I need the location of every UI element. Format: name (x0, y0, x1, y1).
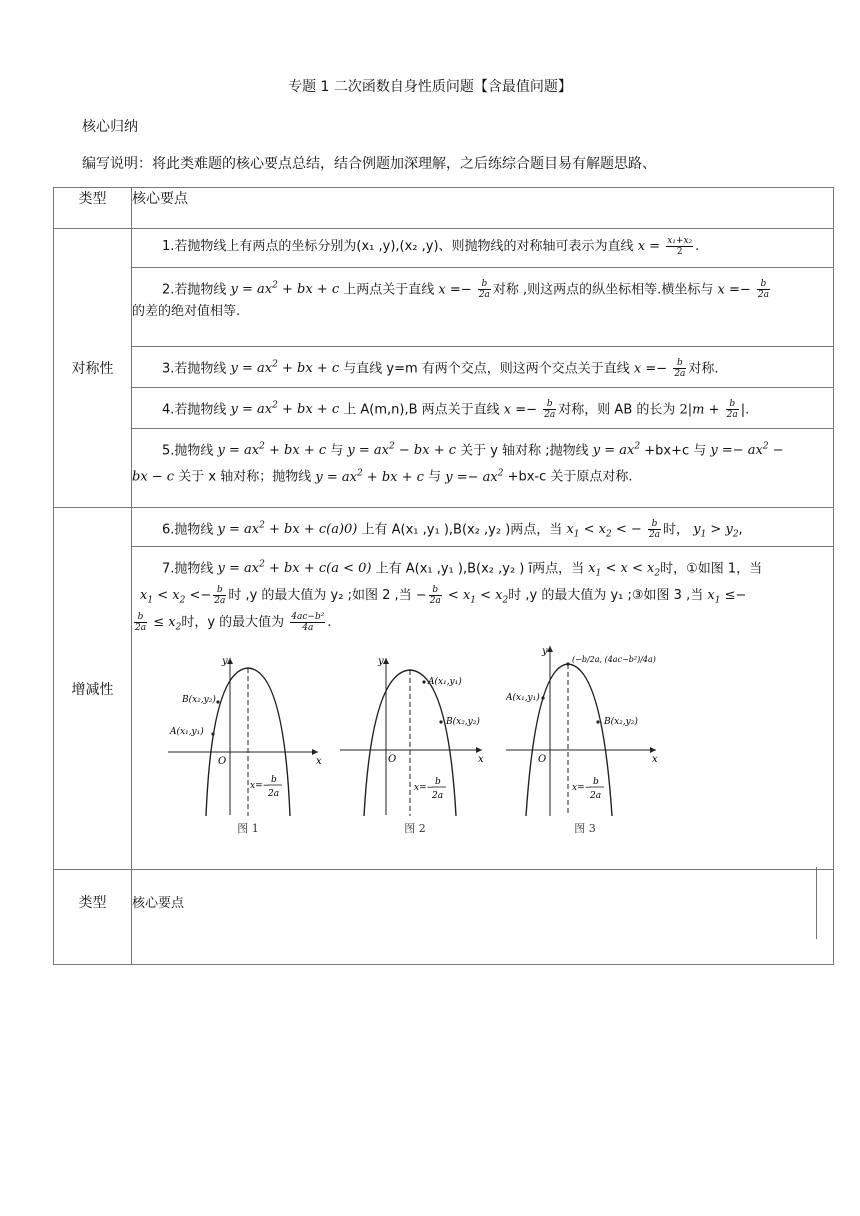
figure-2-caption: 图 2 (404, 822, 426, 836)
figure-2 (340, 650, 490, 836)
item-6: 6.抛物线 $y = ax^2$ + bx + c(a)0) 上有 A(x₁ ,y₁ ),B(x₂ ,y₂ )两点，当 $x_1 < x_2$ < − $\frac{b}{2a}$ 时， $y_1 > y_2$, (162, 519, 743, 541)
svg-text:x=−: x=− (572, 783, 593, 794)
table-row (54, 388, 834, 429)
item-7: 7.抛物线 $y = ax^2$ + bx + c(a < 0) 上有 A(x₁ ,y₁ ),B(x₂ ,y₂ ) ī两点，当 $x_1 < x < x_2$时，①如图 1，当 $x_1 < x_2$ <− $\frac{b}{2a}$ 时 ,y 的最大值为 y₂ ;如图 2 ,当 − $\frac{b}{2a}$ < $x_1 < x_2$时 ,y 的最大值为 y₁ ;③如图 3 ,当 $x_1$ ≤− $\frac{b}{2a}$ ≤ $x_2$时，y 的最大值为 $\frac{\text{4ac−b²}}{4a}$ . (135, 560, 763, 633)
figure-1-graph (168, 650, 328, 820)
item-2: 2.若抛物线 $y = ax^2$ + bx + c 上两点关于直线 x =− $\frac{b}{2a}$ 对称 ,则这两点的纵坐标相等.横坐标与 x =− $\frac{b}{2a}$ 的差的绝对值相等. (132, 279, 769, 320)
item-3: 3.若抛物线 $y = ax^2$ + bx + c 与直线 y=m 有两个交点，则这两个交点关于直线 x =− $\frac{b}{2a}$ 对称. (162, 358, 719, 380)
table-footer-row (54, 870, 834, 965)
footer-key-points: 核心要点 (132, 870, 834, 965)
table-inner-divider (816, 867, 817, 939)
svg-text:2a: 2a (590, 791, 602, 802)
figure-1-caption: 图 1 (237, 822, 259, 836)
figure-1 (168, 650, 328, 836)
table-header-row (54, 188, 834, 229)
intro-note: 编写说明：将此类难题的核心要点总结，结合例题加深理解，之后练综合题目易有解题思路、 (82, 156, 656, 172)
figure-2-graph (340, 650, 490, 820)
svg-text:O: O (538, 754, 547, 766)
table-row (54, 347, 834, 388)
svg-text:b: b (435, 777, 441, 788)
svg-text:x=−: x=− (250, 781, 271, 792)
table-row (54, 508, 834, 547)
svg-text:x: x (316, 756, 322, 768)
symmetry-label: 对称性 (54, 229, 132, 508)
figure-3-graph (506, 638, 664, 820)
monotonic-label: 增减性 (54, 508, 132, 870)
svg-text:O: O (218, 756, 227, 768)
item-1: 1.若抛物线上有两点的坐标分别为(x₁ ,y),(x₂ ,y)、则抛物线的对称轴可表示为直线 x = $\frac{\text{x₁+x₂}}{2}$ . (162, 236, 700, 257)
item-5: 5.抛物线 $y = ax^2$ + bx + c 与 $y = ax^2$ − bx + c 关于 y 轴对称 ;抛物线 $y = ax^2 +bx+c$ 与 $y =- ax^2$ − bx − c 关于 x 轴对称；抛物线 $y = ax^2$ + bx + c 与 $y =- ax^2 +bx-c$ 关于原点对称. (132, 442, 784, 485)
svg-text:b: b (593, 777, 599, 788)
summary-table (53, 187, 834, 965)
svg-text:y: y (378, 656, 384, 668)
figure-3-caption: 图 3 (574, 822, 596, 836)
svg-text:b: b (271, 775, 277, 786)
table-row (54, 547, 834, 870)
fig3-point-b: B(x₂,y₂) (604, 717, 638, 728)
section-heading: 核心归纳 (82, 119, 138, 135)
header-type: 类型 (54, 188, 132, 229)
figure-3 (506, 638, 664, 836)
table-row (54, 229, 834, 268)
footer-type: 类型 (54, 870, 132, 965)
svg-text:x: x (652, 754, 658, 766)
fig3-point-a: A(x₁,y₁) (506, 693, 540, 704)
svg-text:y: y (222, 656, 228, 668)
table-row (54, 429, 834, 508)
figures (132, 638, 833, 836)
svg-text:y: y (542, 646, 548, 658)
svg-text:2a: 2a (268, 789, 280, 800)
page-title: 专题 1 二次函数自身性质问题【含最值问题】 (288, 79, 572, 95)
svg-text:x: x (478, 754, 484, 766)
svg-text:x=−: x=− (414, 783, 435, 794)
item-4: 4.若抛物线 $y = ax^2$ + bx + c 上 A(m,n),B 两点关于直线 x =− $\frac{b}{2a}$ 对称，则 AB 的长为 2|m + $\frac{b}{2a}$ |. (162, 399, 750, 421)
header-key-points: 核心要点 (132, 188, 834, 229)
svg-text:O: O (388, 754, 397, 766)
fig1-point-a: A(x₁,y₁) (170, 727, 204, 738)
fig1-point-b: B(x₂,y₂) (182, 695, 216, 706)
fig2-point-b: B(x₂,y₂) (446, 717, 480, 728)
fig2-point-a: A(x₁,y₁) (428, 677, 462, 688)
table-row (54, 268, 834, 347)
svg-text:2a: 2a (432, 791, 444, 802)
fig3-vertex: (−b/2a, (4ac−b²)/4a) (572, 655, 656, 665)
